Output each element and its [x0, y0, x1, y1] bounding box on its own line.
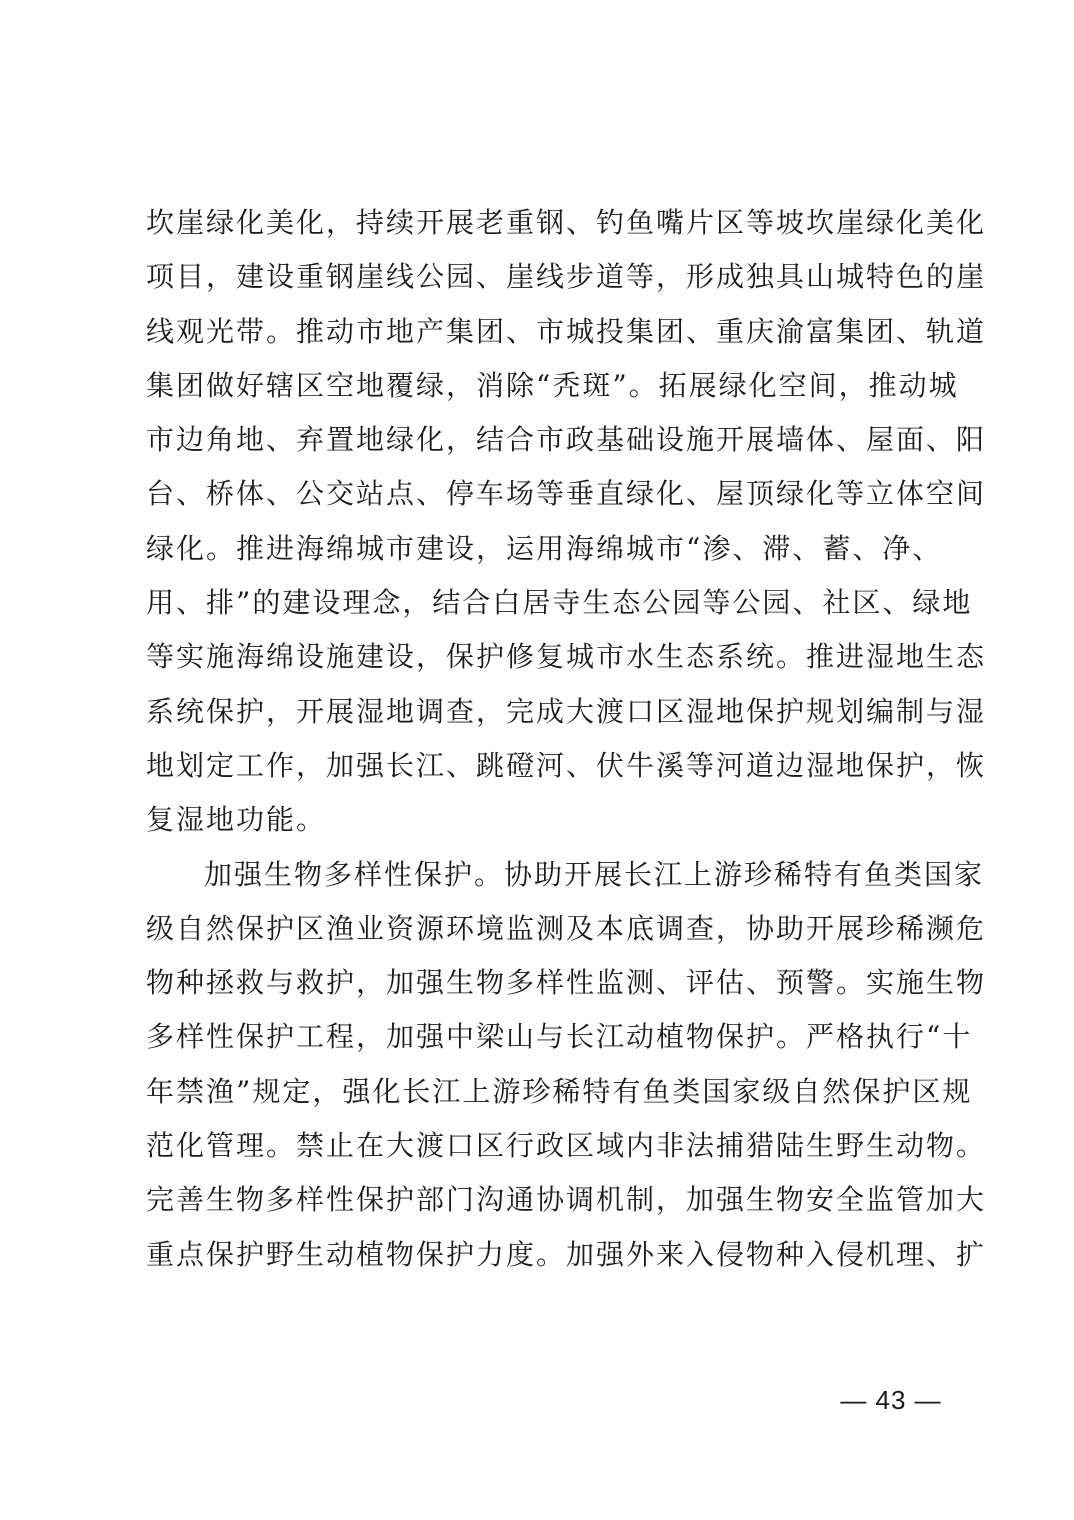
- paragraph-line: 绿化。推进海绵城市建设，运用海绵城市“渗、滞、蓄、净、: [146, 531, 943, 565]
- paragraph-line: 重点保护野生动植物保护力度。加强外来入侵物种入侵机理、扩: [146, 1237, 987, 1271]
- paragraph-line: 项目，建设重钢崖线公园、崖线步道等，形成独具山城特色的崖: [146, 260, 987, 294]
- body-text: [146, 196, 987, 1282]
- paragraph-line: 完善生物多样性保护部门沟通协调机制，加强生物安全监管加大: [146, 1183, 987, 1217]
- paragraph-line: 坎崖绿化美化，持续开展老重钢、钓鱼嘴片区等坡坎崖绿化美化: [146, 206, 987, 239]
- paragraph-line: 地划定工作，加强长江、跳磴河、伏牛溪等河道边湿地保护，恢: [146, 748, 987, 782]
- section-heading: 加强生物多样性保护。: [204, 857, 505, 891]
- paragraph-line: 物种拯救与救护，加强生物多样性监测、评估、预警。实施生物: [146, 966, 987, 1000]
- paragraph-line: 级自然保护区渔业资源环境监测及本底调查，协助开展珍稀濒危: [146, 911, 987, 945]
- page-number: — 43 —: [840, 1385, 942, 1415]
- paragraph-line: 集团做好辖区空地覆绿，消除“秃斑”。拓展绿化空间，推动城: [146, 368, 959, 402]
- paragraph-line: 范化管理。禁止在大渡口区行政区域内非法捕猎陆生野生动物。: [146, 1129, 987, 1163]
- paragraph-first-line: [146, 848, 985, 902]
- paragraph-line: 用、排”的建设理念，结合白居寺生态公园等公园、社区、绿地: [146, 586, 973, 620]
- paragraph-line: 系统保护，开展湿地调查，完成大渡口区湿地保护规划编制与湿: [146, 694, 987, 728]
- paragraph-line: 市边角地、弃置地绿化，结合市政基础设施开展墙体、屋面、阳: [146, 423, 987, 457]
- paragraph-text: 协助开展长江上游珍稀特有鱼类国家: [504, 857, 985, 891]
- paragraph-line: 复湿地功能。: [146, 803, 327, 837]
- paragraph-line: 年禁渔”规定，强化长江上游珍稀特有鱼类国家级自然保护区规: [146, 1074, 973, 1108]
- paragraph-line: 多样性保护工程，加强中梁山与长江动植物保护。严格执行“十: [146, 1020, 973, 1054]
- paragraph-line: 等实施海绵设施建设，保护修复城市水生态系统。推进湿地生态: [146, 640, 987, 674]
- paragraph-line: 线观光带。推动市地产集团、市城投集团、重庆渝富集团、轨道: [146, 314, 987, 348]
- paragraph-line: 台、桥体、公交站点、停车场等垂直绿化、屋顶绿化等立体空间: [146, 477, 987, 511]
